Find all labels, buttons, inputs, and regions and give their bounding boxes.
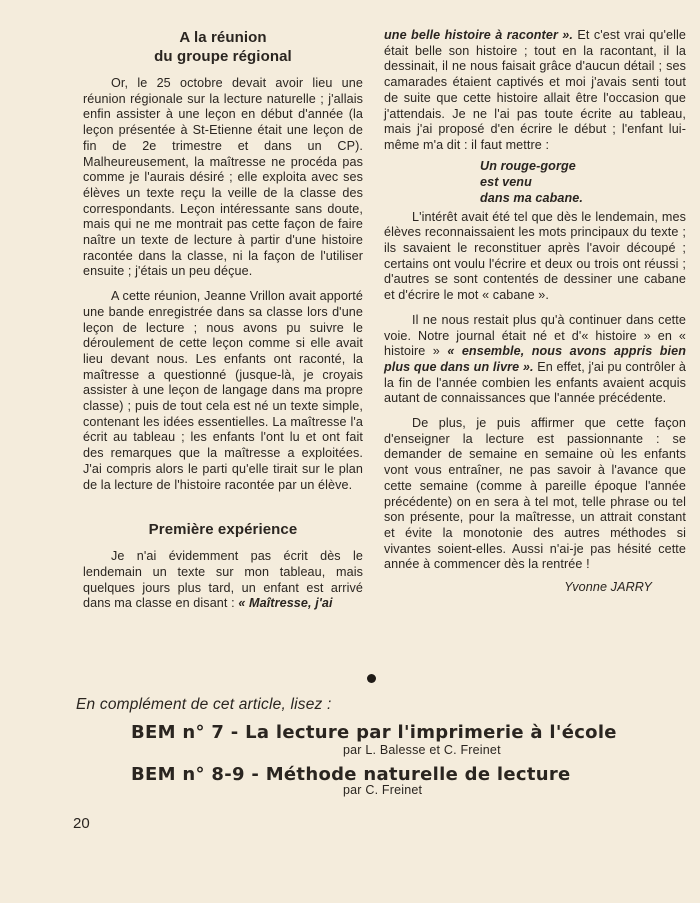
bem-8-9-author: par C. Freinet	[343, 783, 423, 797]
page-number: 20	[73, 815, 90, 832]
paragraph-3-text: Je n'ai évidemment pas écrit dès le lendemain un texte sur mon tableau, mais quelques jours plus tard, un enfant est arrivé dans ma classe en disant :	[83, 549, 363, 611]
section-heading-experience: Première expérience	[148, 521, 298, 539]
poem-line: Un rouge-gorge	[480, 158, 576, 173]
bullet-separator	[367, 674, 376, 683]
bem-7-author: par L. Balesse et C. Freinet	[343, 743, 501, 757]
paragraph-3	[83, 549, 363, 612]
bem-8-9-reference: BEM n° 8-9 - Méthode naturelle de lecture	[131, 764, 571, 785]
complement-note: En complément de cet article, lisez :	[76, 696, 332, 713]
paragraph-3-quote: « Maîtresse, j'ai	[238, 596, 333, 611]
paragraph-6	[384, 313, 686, 407]
paragraph-4-text: Et c'est vrai qu'elle était belle son histoire ; tout en la racontant, il la dessinait, il ne nous faisait grâce d'aucun détail ; ses camarades étaient captivés et moi j'avais senti tout de suite que cette histoire allait être l'occasion que j'attendais. Je ne l'ai pas toute écrite au tableau, mais j'ai proposé d'en écrire le début ; l'enfant lui-même m'a dit : il faut mettre :	[384, 28, 686, 152]
paragraph-4	[384, 28, 686, 154]
right-column	[384, 28, 686, 596]
poem-line: est venu	[480, 174, 532, 189]
heading-line-2: du groupe régional	[154, 48, 292, 65]
poem-line: dans ma cabane.	[480, 190, 583, 205]
paragraph-6-text: Il ne nous restait plus qu'à continuer dans cette voie. Notre journal était né et d'« histoire » en « histoire »	[384, 312, 686, 359]
bem-7-reference: BEM n° 7 - La lecture par l'imprimerie à l'école	[131, 722, 617, 743]
section-heading-reunion	[83, 28, 363, 66]
author-signature: Yvonne JARRY	[564, 580, 652, 595]
paragraph-1: Or, le 25 octobre devait avoir lieu une réunion régionale sur la lecture naturelle ; j'allais enfin assister à une leçon en début d'année (la leçon présentée à St-Etienne était une leçon de fin de 2e trimestre et dans un CP). Malheureusement, la maîtresse ne procéda pas comme je l'aurais désiré ; elle exploita avec ses élèves un texte reçu la veille de la classe des correspondants. Leçon intéressante sans doute, mais qui ne me montrait pas cette façon de faire naître un texte de lecture à partir d'une histoire racontée dans la classe, ni la façon de l'utiliser ensuite ; j'étais un peu déçue.	[83, 76, 363, 279]
paragraph-4-quote: une belle histoire à raconter ».	[384, 28, 574, 42]
left-column	[83, 28, 363, 612]
heading-line-1: A la réunion	[179, 29, 267, 46]
paragraph-7: De plus, je puis affirmer que cette façon d'enseigner la lecture est passionnante : se demander de semaine en semaine où les enfants vont vous entraîner, ne pas savoir à l'avance que cette semaine (comme à pareille époque l'année précédente) on en sera à tel mot, telle phrase ou tel son présente, pour la maîtresse, un attrait constant et évite la monotonie des autres méthodes si vivantes soient-elles. Aussi n'ai-je pas hésité cette année à commencer dès la rentrée !	[384, 416, 686, 572]
paragraph-2: A cette réunion, Jeanne Vrillon avait apporté une bande enregistrée dans sa classe lors d'une leçon de lecture ; nous avons pu suivre le déroulement de cette leçon comme si elle avait lieu devant nous. Les enfants ont raconté, la maîtresse a questionné (jusque-là, je croyais assister à une leçon de langage dans ma propre classe) ; puis de tout cela est né un texte simple, contenant les idées essentielles. La maîtresse l'a écrit au tableau ; les enfants l'ont lu et ont fait des remarques que la maîtresse a exploitées. J'ai compris alors le parti qu'elle tirait sur le plan de la lecture de l'histoire racontée par un élève.	[83, 289, 363, 492]
paragraph-6-rest: En effet, j'ai pu contrôler à la fin de l'année combien les enfants avaient acquis autant de connaissances que l'année précédente.	[384, 359, 686, 406]
paragraph-5: L'intérêt avait été tel que dès le lendemain, mes élèves reconnaissaient les mots principaux du texte ; ils savaient le reconstituer après l'avoir découpé ; certains ont voulu l'écrire et deux ou trois ont réussi ; d'autres se sont contentés de dessiner une cabane et d'écrire le mot « cabane ».	[384, 209, 686, 303]
paragraph-6-quote: « ensemble, nous avons appris bien plus que dans un livre ».	[384, 344, 686, 374]
poem	[480, 158, 686, 206]
